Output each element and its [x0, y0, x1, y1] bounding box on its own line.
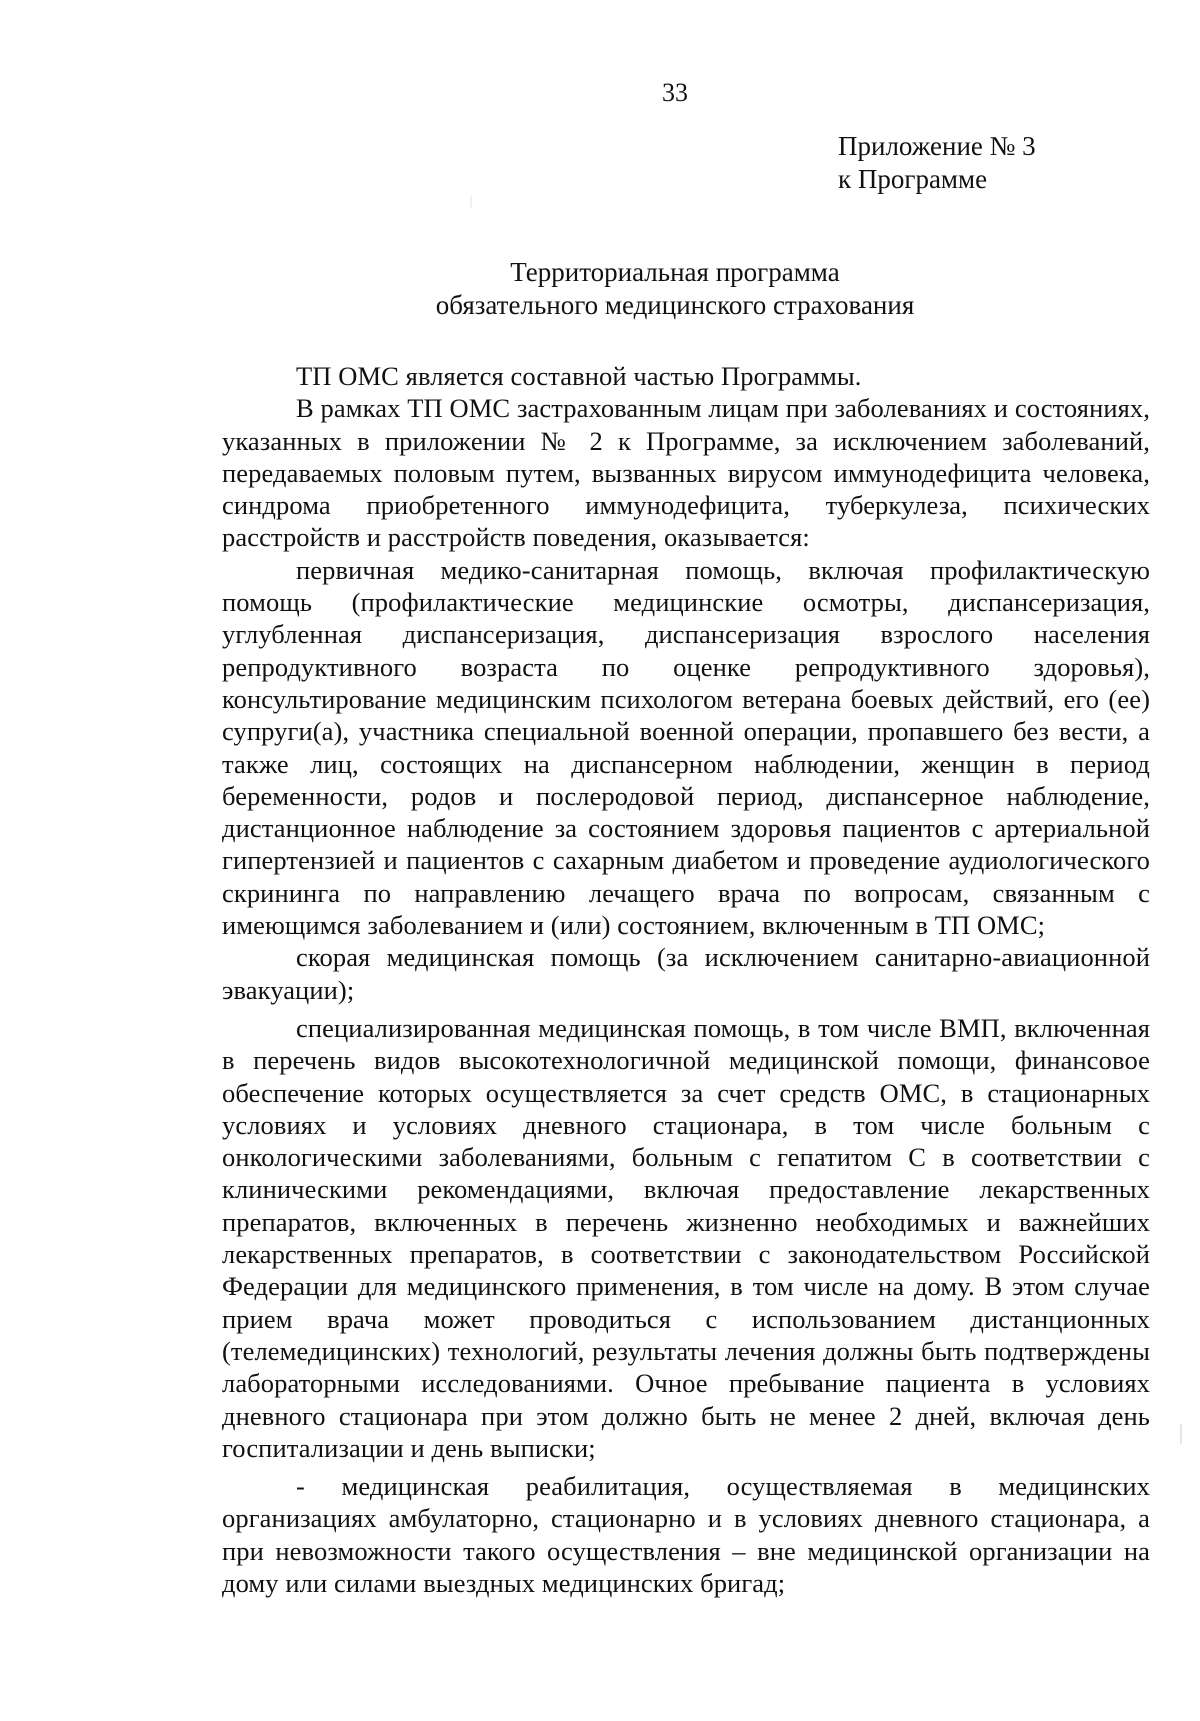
- paragraph-rehabilitation: - медицинская реабилитация, осуществляемая в медицинских организациях амбулаторно, стационарно и в условиях дневного стационара, а при невозможности такого осуществления – вне медицинской организации на дому или силами выездных медицинских бригад;: [222, 1471, 1150, 1598]
- scan-speck: [470, 196, 472, 208]
- paragraph-primary-care: первичная медико-санитарная помощь, включая профилактическую помощь (профилактические медицинские осмотры, диспансеризация, углубленная диспансеризация, диспансеризация взрослого населения репродуктивного возраста по оценке репродуктивного здоровья), консультирование медицинским психологом ветерана боевых действий, его (ее) супруги(а), участника специальной военной операции, пропавшего без вести, а также лиц, состоящих на диспансерном наблюдении, женщин в период беременности, родов и послеродовой период, диспансерное наблюдение, дистанционное наблюдение за состоянием здоровья пациентов с артериальной гипертензией и пациентов с сахарным диабетом и проведение аудиологического скрининга по направлению лечащего врача по вопросам, связанным с имеющимся заболеванием и (или) состоянием, включенным в ТП ОМС;: [222, 554, 1150, 941]
- paragraph-specialized-care: специализированная медицинская помощь, в том числе ВМП, включенная в перечень видов высокотехнологичной медицинской помощи, финансовое обеспечение которых осуществляется за счет средств ОМС, в стационарных условиях и условиях дневного стационара, в том числе больным с онкологическими заболеваниями, больным с гепатитом С в соответствии с клиническими рекомендациями, включая предоставление лекарственных препаратов, включенных в перечень жизненно необходимых и важнейших лекарственных препаратов, в соответствии с законодательством Российской Федерации для медицинского применения, в том числе на дому. В этом случае прием врача может проводиться с использованием дистанционных (телемедицинских) технологий, результаты лечения должны быть подтверждены лабораторными исследованиями. Очное пребывание пациента в условиях дневного стационара при этом должно быть не менее 2 дней, включая день госпитализации и день выписки;: [222, 1012, 1150, 1463]
- document-title: [0, 256, 1200, 322]
- paragraph-scope: В рамках ТП ОМС застрахованным лицам при заболеваниях и состояниях, указанных в приложении № 2 к Программе, за исключением заболеваний, передаваемых половым путем, вызванных вирусом иммунодефицита человека, синдрома приобретенного иммунодефицита, туберкулеза, психических расстройств и расстройств поведения, оказывается:: [222, 393, 1150, 553]
- paragraph-intro: ТП ОМС является составной частью Программы.: [296, 361, 862, 391]
- appendix-line-2: к Программе: [838, 164, 988, 194]
- appendix-reference: [838, 130, 1036, 196]
- appendix-line-1: Приложение № 3: [838, 131, 1036, 161]
- scan-mark: [1180, 1424, 1182, 1444]
- title-line-1: Территориальная программа: [510, 257, 840, 287]
- page-number: 33: [662, 78, 688, 107]
- title-line-2: обязательного медицинского страхования: [435, 290, 915, 320]
- paragraph-emergency-care: скорая медицинская помощь (за исключением санитарно-авиационной эвакуации);: [222, 942, 1150, 1005]
- document-body: [222, 360, 1150, 1599]
